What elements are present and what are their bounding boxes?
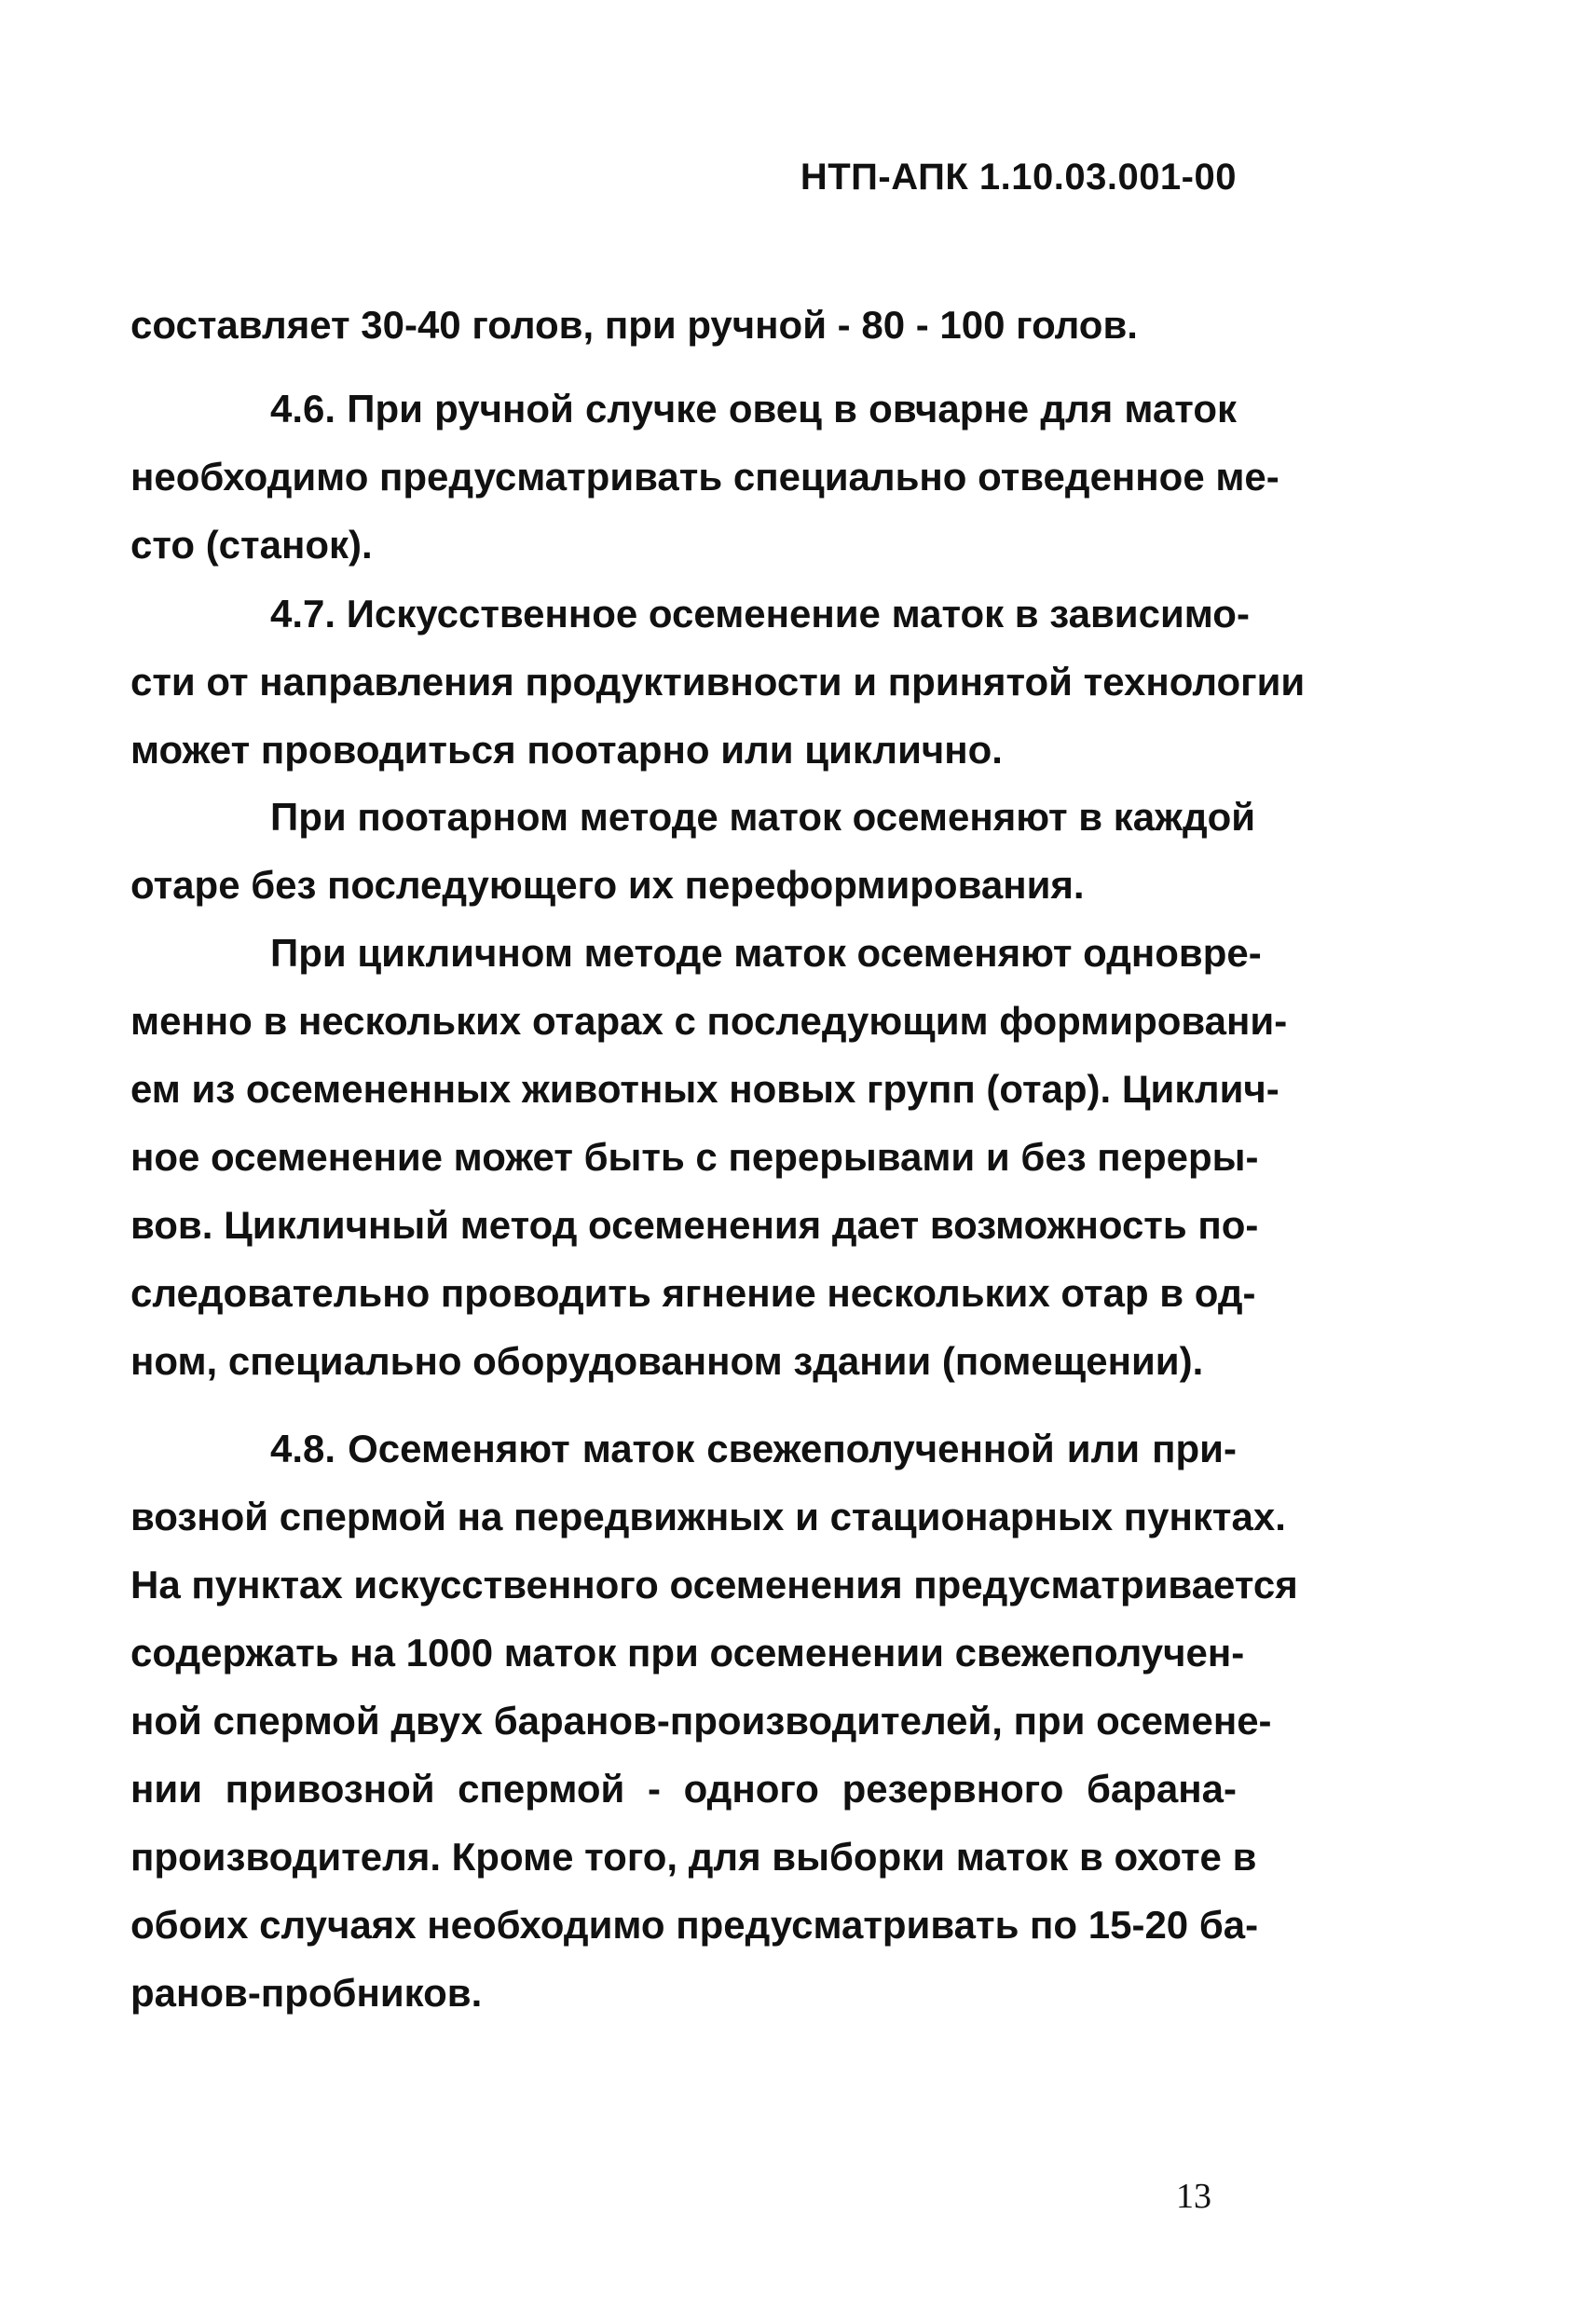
document-code-header: НТП-АПК 1.10.03.001-00 <box>800 157 1237 198</box>
text-line: содержать на 1000 маток при осеменении свежеполучен- <box>130 1631 1245 1675</box>
text-line: сти от направления продуктивности и принятой технологии <box>130 660 1306 704</box>
paragraph-pootarno <box>130 783 1256 919</box>
paragraph-4-7 <box>130 580 1306 784</box>
text-line: производителя. Кроме того, для выборки маток в охоте в <box>130 1835 1257 1879</box>
text-line: При цикличном методе маток осеменяют одновре- <box>270 931 1262 975</box>
text-line: менно в нескольких отарах с последующим формировани- <box>130 999 1288 1043</box>
text-line: возной спермой на передвижных и стационарных пунктах. <box>130 1495 1286 1538</box>
text-line: 4.6. При ручной случке овец в овчарне для маток <box>270 387 1237 431</box>
text-line: ное осеменение может быть с перерывами и без переры- <box>130 1135 1259 1179</box>
text-line: ранов-пробников. <box>130 1971 483 2015</box>
paragraph-continuation <box>130 291 1237 359</box>
text-line: необходимо предусматривать специально отведенное ме- <box>130 455 1279 499</box>
text-line: нии привозной спермой - одного резервного барана- <box>130 1767 1237 1811</box>
paragraph-4-6 <box>130 375 1279 579</box>
text-line: следовательно проводить ягнение нескольких отар в од- <box>130 1271 1256 1315</box>
text-line: может проводиться поотарно или циклично. <box>130 728 1003 772</box>
paragraph-4-8 <box>130 1415 1298 2027</box>
text-line: вов. Цикличный метод осеменения дает возможность по- <box>130 1203 1259 1247</box>
page-number: 13 <box>1176 2177 1211 2216</box>
text-line: составляет 30-40 голов, при ручной - 80 - 100 голов. <box>130 303 1138 347</box>
text-line: обоих случаях необходимо предусматривать по 15-20 ба- <box>130 1903 1259 1947</box>
text-line: 4.7. Искусственное осеменение маток в зависимо- <box>270 592 1250 636</box>
text-line: ем из осемененных животных новых групп (отар). Циклич- <box>130 1067 1279 1111</box>
text-line: отаре без последующего их переформирования. <box>130 863 1085 907</box>
text-line: ном, специально оборудованном здании (помещении). <box>130 1339 1204 1383</box>
paragraph-ciklichno <box>130 919 1288 1395</box>
text-line: При поотарном методе маток осеменяют в каждой <box>270 795 1256 839</box>
text-line: На пунктах искусственного осеменения предусматривается <box>130 1563 1298 1606</box>
text-line: 4.8. Осеменяют маток свежеполученной или при- <box>270 1427 1237 1470</box>
text-line: сто (станок). <box>130 523 373 567</box>
text-line: ной спермой двух баранов-производителей, при осемене- <box>130 1699 1272 1743</box>
